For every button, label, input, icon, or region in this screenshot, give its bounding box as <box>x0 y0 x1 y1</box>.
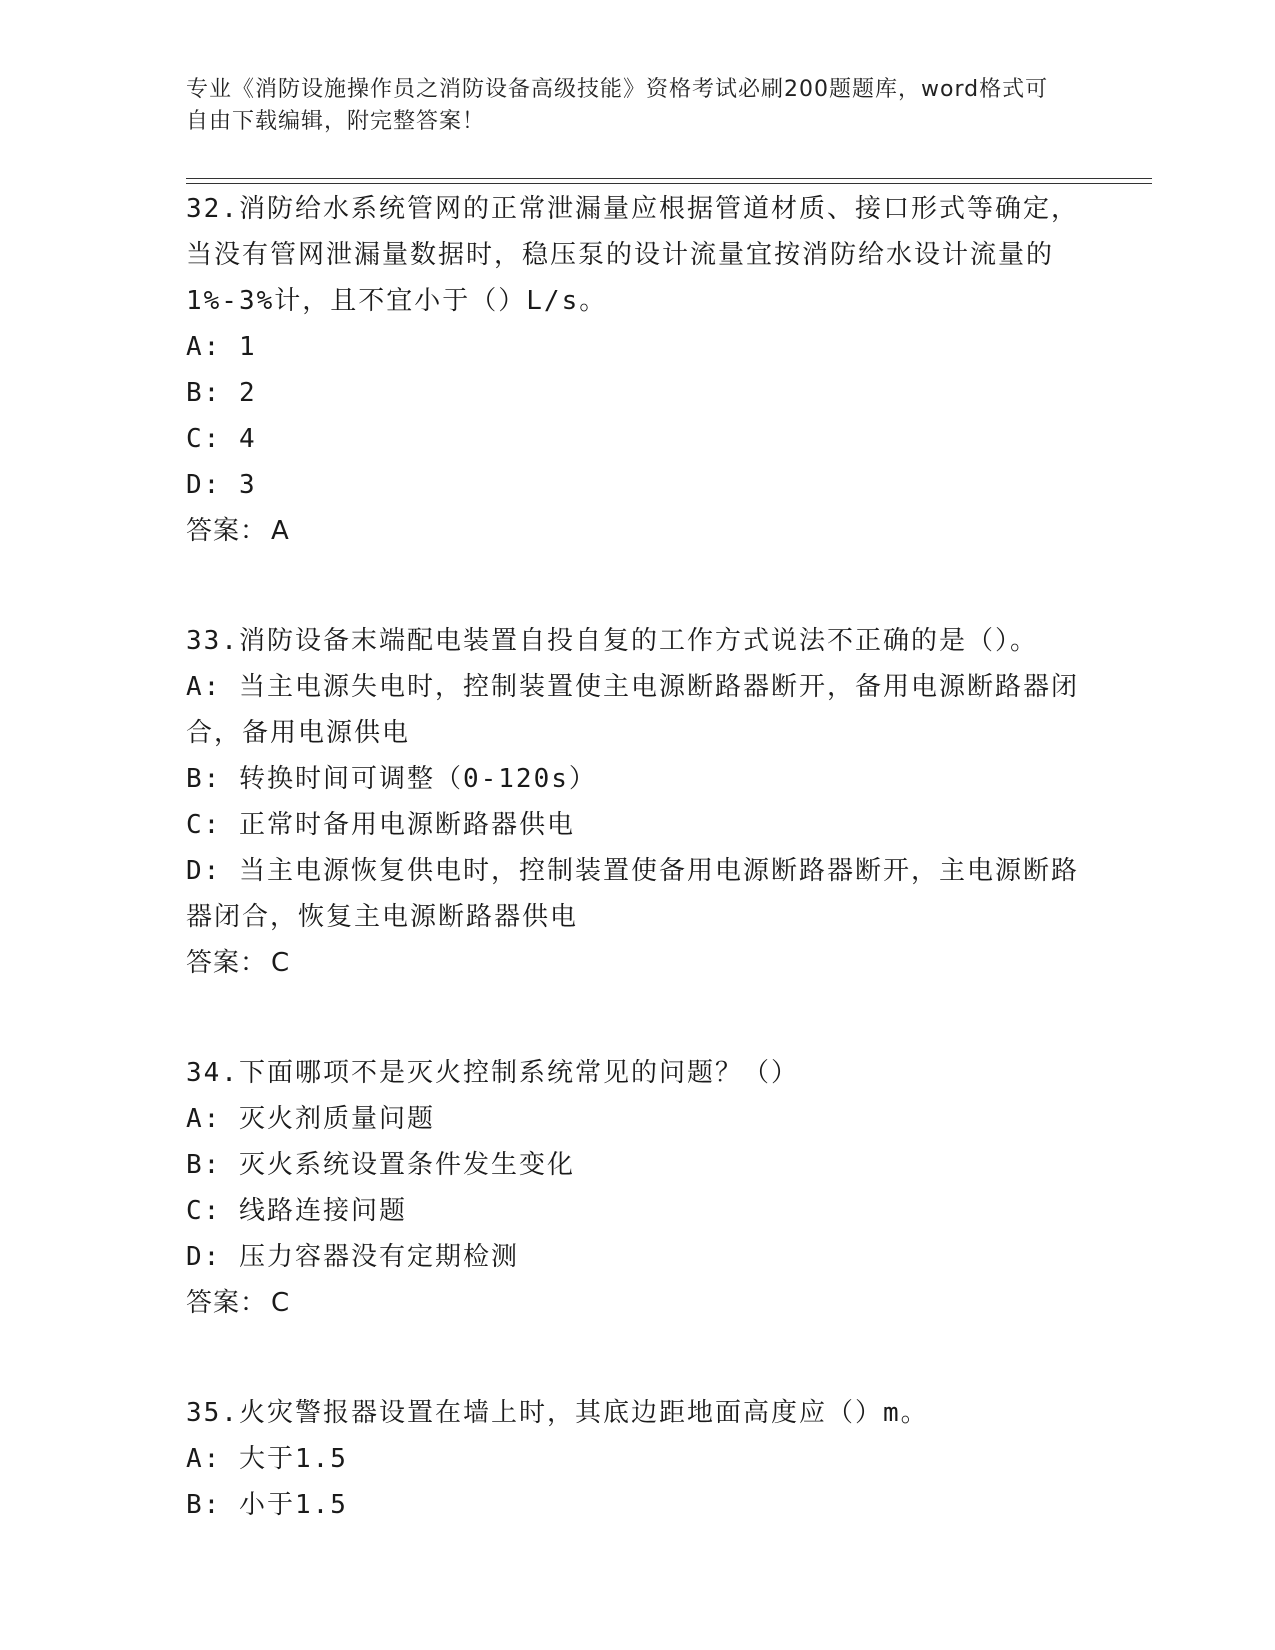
option-d: D: 当主电源恢复供电时，控制装置使备用电源断路器断开，主电源断路器闭合，恢复主电源断路器供电 <box>186 856 1079 932</box>
question-35 <box>186 1390 1086 1528</box>
answer-label: 答案： <box>186 516 268 546</box>
answer-line <box>186 508 1086 554</box>
question-stem: 35.火灾警报器设置在墙上时，其底边距地面高度应（）m。 <box>186 1398 929 1428</box>
header-divider-bottom <box>186 183 1152 184</box>
answer-label: 答案： <box>186 1288 268 1318</box>
question-stem: 33.消防设备末端配电装置自投自复的工作方式说法不正确的是（）。 <box>186 626 1038 656</box>
question-stem: 32.消防给水系统管网的正常泄漏量应根据管道材质、接口形式等确定，当没有管网泄漏量数据时，稳压泵的设计流量宜按消防给水设计流量的1%-3%计，且不宜小于（）L/s。 <box>186 194 1079 316</box>
answer-line <box>186 940 1086 986</box>
option-a: A: 灭火剂质量问题 <box>186 1104 435 1134</box>
option-d: D: 3 <box>186 470 257 500</box>
answer-value: C <box>271 1288 291 1318</box>
document-header: 专业《消防设施操作员之消防设备高级技能》资格考试必刷200题题库，word格式可自由下载编辑，附完整答案！ <box>186 77 1049 134</box>
option-d: D: 压力容器没有定期检测 <box>186 1242 519 1272</box>
answer-value: C <box>271 948 291 978</box>
option-a: A: 当主电源失电时，控制装置使主电源断路器断开，备用电源断路器闭合，备用电源供电 <box>186 672 1079 748</box>
option-b: B: 转换时间可调整（0-120s） <box>186 764 597 794</box>
question-list <box>186 186 1086 1528</box>
question-33 <box>186 618 1086 986</box>
option-b: B: 灭火系统设置条件发生变化 <box>186 1150 575 1180</box>
option-b: B: 2 <box>186 378 257 408</box>
answer-value: A <box>271 516 290 546</box>
answer-line <box>186 1280 1086 1326</box>
question-34 <box>186 1050 1086 1326</box>
header-divider-top <box>186 178 1152 179</box>
option-c: C: 线路连接问题 <box>186 1196 407 1226</box>
option-c: C: 4 <box>186 424 257 454</box>
option-b: B: 小于1.5 <box>186 1490 348 1520</box>
option-a: A: 1 <box>186 332 257 362</box>
option-a: A: 大于1.5 <box>186 1444 348 1474</box>
question-32 <box>186 186 1086 554</box>
question-stem: 34.下面哪项不是灭火控制系统常见的问题？（） <box>186 1058 799 1088</box>
answer-label: 答案： <box>186 948 268 978</box>
option-c: C: 正常时备用电源断路器供电 <box>186 810 575 840</box>
